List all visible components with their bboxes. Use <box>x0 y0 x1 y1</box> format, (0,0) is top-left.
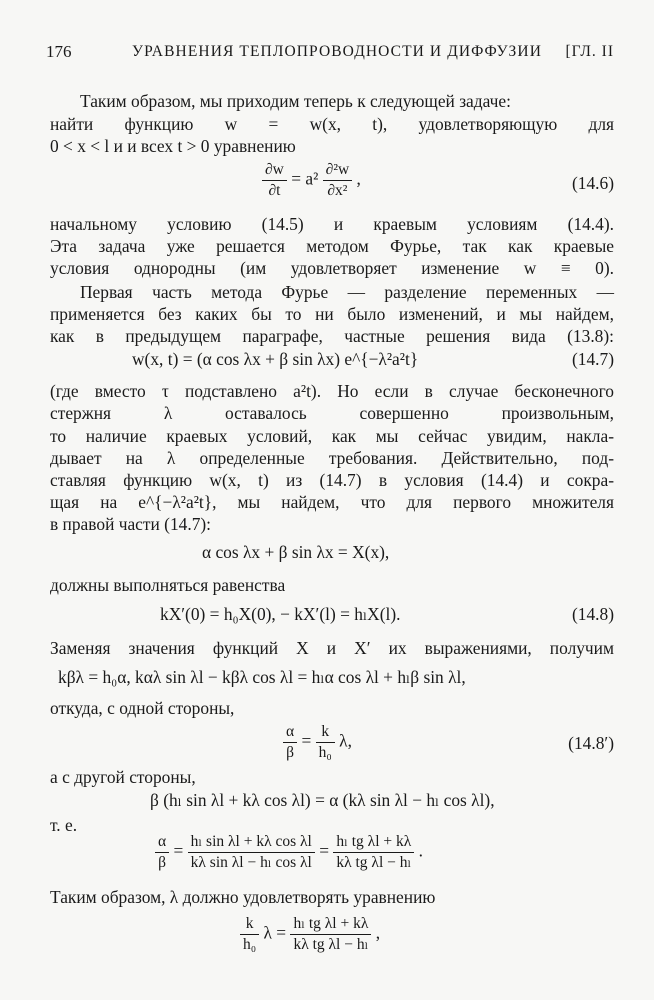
running-title: УРАВНЕНИЯ ТЕПЛОПРОВОДНОСТИ И ДИФФУЗИИ <box>132 43 542 60</box>
equation-tag: (14.6) <box>571 173 614 193</box>
paragraph-line: применяется без каких бы то ни было изменений, и мы найдем, <box>50 304 614 324</box>
paragraph-line: Заменяя значения функций X и X′ их выражениями, получим <box>50 638 614 658</box>
paragraph-line: а с другой стороны, <box>50 767 196 787</box>
paragraph-line: должны выполняться равенства <box>50 575 286 595</box>
equation-tag: (14.8′) <box>568 733 614 753</box>
paragraph-line: Таким образом, λ должно удовлетворять уравнению <box>50 887 436 907</box>
equation-14-8: kX′(0) = h₀X(0), − kX′(l) = hₗX(l). <box>160 604 401 624</box>
running-header <box>46 42 614 64</box>
paragraph-line: 0 < x < l и и всех t > 0 уравнению <box>50 136 296 156</box>
paragraph-line: (где вместо τ подставлено a²t). Но если в случае бесконечного <box>50 381 614 401</box>
paragraph-line: начальному условию (14.5) и краевым условиям (14.4). <box>50 214 614 234</box>
equation-X: α cos λx + β sin λx = X(x), <box>202 542 390 562</box>
equation-14-7: w(x, t) = (α cos λx + β sin λx) e^{−λ²a²t} <box>132 349 419 369</box>
paragraph-line: откуда, с одной стороны, <box>50 698 235 718</box>
equation-ie: $\frac{\alpha}{\beta}$ = $\frac{\text{hₗ sin λl + kλ cos λl}}{\text{kλ sin λl − hₗ cos λl}}$ = $\frac{\text{hₗ tg λl + kλ}}{\text{kλ tg λl − hₗ}}$ . <box>155 832 423 873</box>
equation-final: $\frac{k}{\text{h₀}}$ λ = $\frac{\text{hₗ tg λl + kλ}}{\text{kλ tg λl − hₗ}}$ , <box>240 914 380 955</box>
paragraph-line: стержня λ оставалось совершенно произвольным, <box>50 403 614 423</box>
equation-tag: (14.7) <box>571 349 614 369</box>
page-number: 176 <box>46 42 72 61</box>
paragraph-line: дывает на λ определенные требования. Действительно, под- <box>50 448 614 468</box>
paragraph-line: щая на e^{−λ²a²t}, мы найдем, что для первого множителя <box>50 492 614 512</box>
equation-substitution: kβλ = h₀α, kαλ sin λl − kβλ cos λl = hₗα cos λl + hₗβ sin λl, <box>58 667 466 687</box>
paragraph-line: ставляя функцию w(x, t) из (14.7) в условия (14.4) и сокра- <box>50 470 614 490</box>
paragraph-line: Первая часть метода Фурье — разделение переменных — <box>80 282 614 302</box>
paragraph-line: то наличие краевых условий, как мы сейчас увидим, накла- <box>50 426 614 446</box>
paragraph-line: Таким образом, мы приходим теперь к следующей задаче: <box>80 91 511 111</box>
equation-other-side: β (hₗ sin λl + kλ cos λl) = α (kλ sin λl − hₗ cos λl), <box>150 790 495 810</box>
equation-14-8-prime: $\frac{\alpha}{\beta}$ = $\frac{k}{\text{h₀}}$ λ, <box>283 722 352 763</box>
paragraph-line: условия однородны (им удовлетворяет изменение w ≡ 0). <box>50 258 614 278</box>
equation-14-6: $\frac{\partial w}{\partial t}$ = a² $\frac{\text{∂²w}}{\text{∂x²}}$ , <box>262 160 361 201</box>
paragraph-line: т. е. <box>50 815 78 835</box>
equation-tag: (14.8) <box>571 604 614 624</box>
chapter-label: [ГЛ. II <box>565 43 614 60</box>
paragraph-line: в правой части (14.7): <box>50 514 212 534</box>
paragraph-line: как в предыдущем параграфе, частные решения вида (13.8): <box>50 326 614 346</box>
paragraph-line: найти функцию w = w(x, t), удовлетворяющую для <box>50 114 614 134</box>
paragraph-line: Эта задача уже решается методом Фурье, так как краевые <box>50 236 614 256</box>
